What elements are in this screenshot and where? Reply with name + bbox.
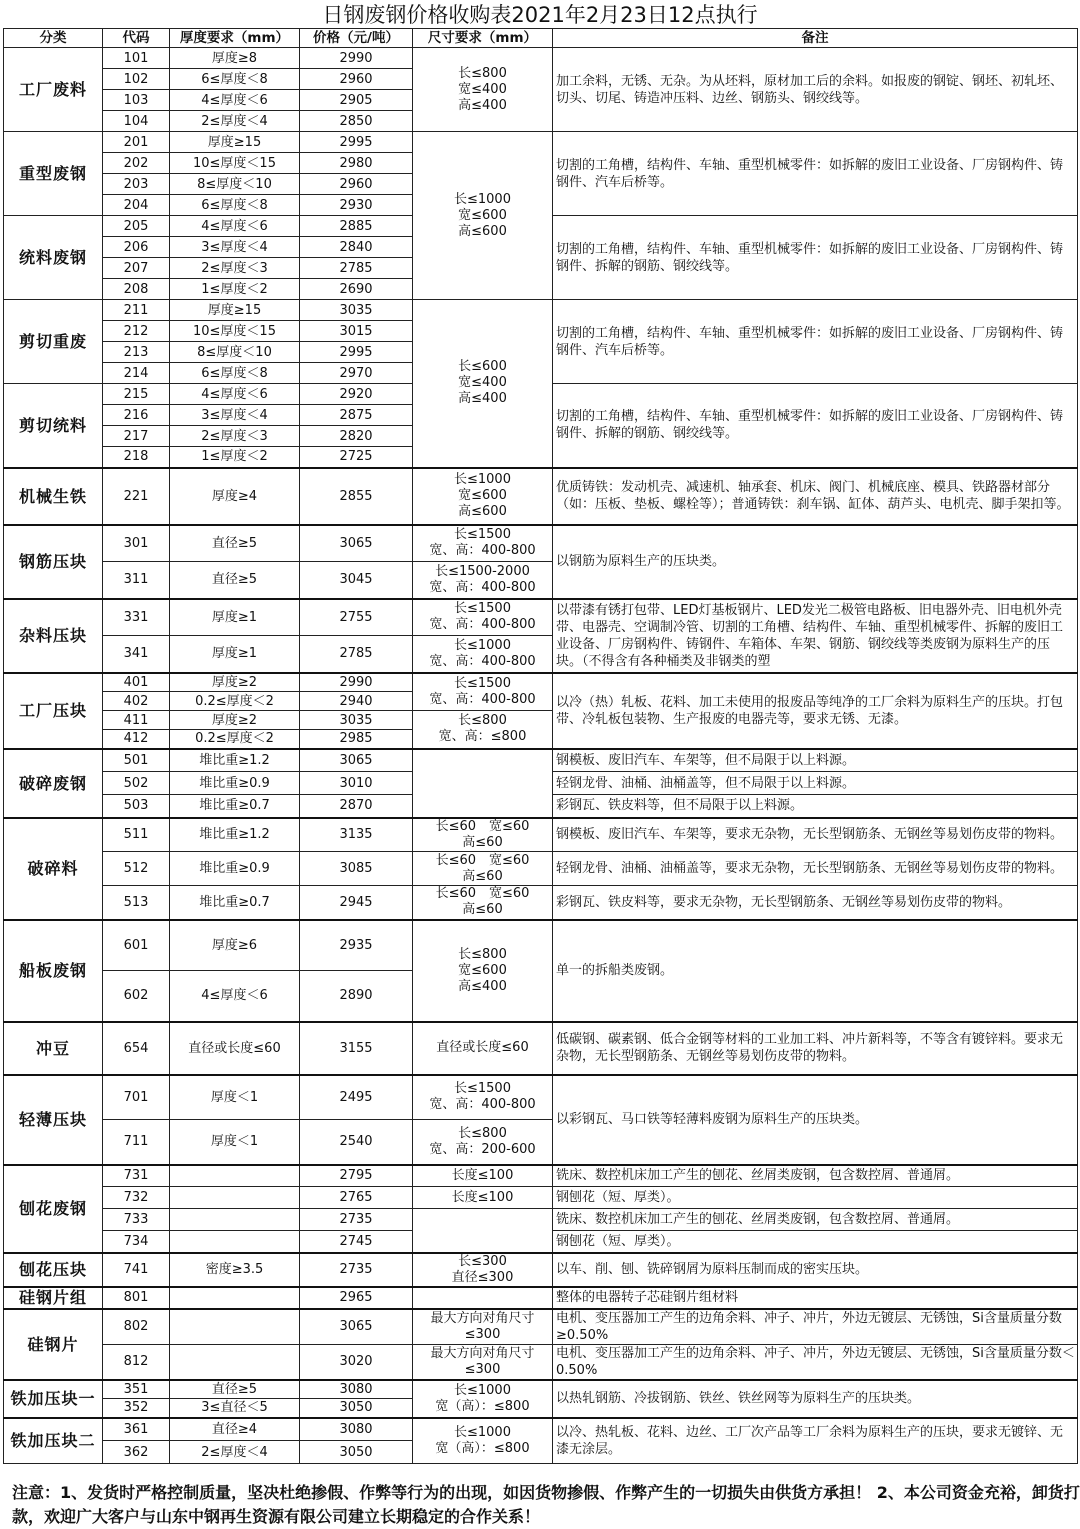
price-cell: 3050 <box>300 1441 413 1464</box>
table-body <box>4 48 1078 1464</box>
remark-cell: 以热轧钢筋、冷拔钢筋、铁丝、铁丝网等为原料生产的压块类。 <box>553 1380 1078 1418</box>
size-cell: 长≤1500 宽、高：400-800 <box>413 599 553 636</box>
thickness-cell: 1≤厚度＜2 <box>170 447 300 468</box>
size-cell: 长≤1000 宽、高：400-800 <box>413 636 553 673</box>
table-row <box>4 525 1078 562</box>
price-cell: 3065 <box>300 1309 413 1345</box>
thickness-cell: 0.2≤厚度＜2 <box>170 730 300 749</box>
table-row <box>4 818 1078 852</box>
category-cell: 工厂压块 <box>4 673 103 749</box>
thickness-cell: 直径≥5 <box>170 562 300 599</box>
table-row <box>4 920 1078 971</box>
thickness-cell: 6≤厚度＜8 <box>170 195 300 216</box>
code-cell: 331 <box>103 599 170 636</box>
code-cell: 511 <box>103 818 170 852</box>
price-cell: 3020 <box>300 1344 413 1380</box>
price-cell: 3080 <box>300 1380 413 1399</box>
code-cell: 207 <box>103 258 170 279</box>
header-row <box>4 29 1078 48</box>
remark-cell: 钢刨花（短、厚类）。 <box>553 1231 1078 1253</box>
price-cell: 2495 <box>300 1075 413 1120</box>
code-cell: 221 <box>103 468 170 525</box>
col-category-header: 分类 <box>4 29 103 48</box>
page-title: 日钢废钢价格收购表2021年2月23日12点执行 <box>322 3 758 27</box>
thickness-cell: 4≤厚度＜6 <box>170 971 300 1022</box>
price-cell: 3155 <box>300 1022 413 1075</box>
remark-cell: 以冷、热轧板、花料、边丝、工厂次产品等工厂余料为原料生产的压块，要求无镀锌、无漆无涂层。 <box>553 1418 1078 1464</box>
category-cell: 剪切统料 <box>4 384 103 468</box>
thickness-cell: 8≤厚度＜10 <box>170 174 300 195</box>
size-cell: 长≤1000 宽≤600 高≤600 <box>413 132 553 300</box>
table-row <box>4 673 1078 692</box>
price-cell: 2965 <box>300 1287 413 1309</box>
price-cell: 3050 <box>300 1399 413 1418</box>
thickness-cell <box>170 1231 300 1253</box>
size-cell <box>413 1287 553 1309</box>
code-cell: 812 <box>103 1344 170 1380</box>
thickness-cell: 厚度＜1 <box>170 1120 300 1165</box>
code-cell: 741 <box>103 1253 170 1287</box>
code-cell: 102 <box>103 69 170 90</box>
size-cell <box>413 1209 553 1253</box>
code-cell: 212 <box>103 321 170 342</box>
price-cell: 2940 <box>300 692 413 711</box>
code-cell: 734 <box>103 1231 170 1253</box>
price-cell: 2920 <box>300 384 413 405</box>
col-code-header: 代码 <box>103 29 170 48</box>
remark-cell: 优质铸铁：发动机壳、减速机、轴承套、机床、阀门、机械底座、模具、铁路器材部分（如：压板、垫板、螺栓等）；普通铸铁：刹车锅、缸体、葫芦头、电机壳、脚手架扣等。 <box>553 468 1078 525</box>
thickness-cell: 2≤厚度＜3 <box>170 426 300 447</box>
price-cell: 2690 <box>300 279 413 300</box>
remark-cell: 钢模板、废旧汽车、车架等，但不局限于以上料源。 <box>553 749 1078 772</box>
price-cell: 2755 <box>300 599 413 636</box>
thickness-cell: 8≤厚度＜10 <box>170 342 300 363</box>
size-cell: 长度≤100 <box>413 1165 553 1187</box>
thickness-cell: 厚度≥4 <box>170 468 300 525</box>
price-cell: 2735 <box>300 1253 413 1287</box>
thickness-cell: 3≤直径＜5 <box>170 1399 300 1418</box>
code-cell: 206 <box>103 237 170 258</box>
size-cell: 长≤800 宽≤600 高≤400 <box>413 920 553 1022</box>
size-cell: 长≤300 直径≤300 <box>413 1253 553 1287</box>
code-cell: 203 <box>103 174 170 195</box>
price-cell: 3015 <box>300 321 413 342</box>
table-row <box>4 599 1078 636</box>
remark-cell: 以车、削、刨、铣碎钢屑为原料压制而成的密实压块。 <box>553 1253 1078 1287</box>
remark-cell: 以彩钢瓦、马口铁等轻薄料废钢为原料生产的压块类。 <box>553 1075 1078 1165</box>
price-cell: 3065 <box>300 525 413 562</box>
thickness-cell: 堆比重≥0.7 <box>170 886 300 920</box>
category-cell: 统料废钢 <box>4 216 103 300</box>
remark-cell: 低碳钢、碳素钢、低合金钢等材料的工业加工料、冲片新料等，不等含有镀锌料。要求无杂物，无长型钢筋条、无钢丝等易划伤皮带的物料。 <box>553 1022 1078 1075</box>
code-cell: 311 <box>103 562 170 599</box>
remark-cell: 以冷（热）轧板、花料、加工未使用的报废品等纯净的工厂余料为原料生产的压块。打包带、冷轧板包装物、生产报废的电器壳等，要求无锈、无漆。 <box>553 673 1078 749</box>
thickness-cell: 厚度≥1 <box>170 636 300 673</box>
table-row <box>4 886 1078 920</box>
price-cell: 2960 <box>300 69 413 90</box>
size-cell: 长≤1000 宽≤600 高≤600 <box>413 468 553 525</box>
size-cell: 长≤1500 宽、高：400-800 <box>413 673 553 711</box>
code-cell: 211 <box>103 300 170 321</box>
size-cell: 长≤1500 宽、高：400-800 <box>413 525 553 562</box>
price-cell: 2850 <box>300 111 413 132</box>
price-cell: 3085 <box>300 852 413 886</box>
code-cell: 301 <box>103 525 170 562</box>
price-cell: 3065 <box>300 749 413 772</box>
price-cell: 3045 <box>300 562 413 599</box>
remark-cell: 电机、变压器加工产生的边角余料、冲子、冲片，外边无镀层、无锈蚀，Si含量质量分数＜0.50% <box>553 1344 1078 1380</box>
remark-cell: 彩钢瓦、铁皮料等，要求无杂物，无长型钢筋条、无钢丝等易划伤皮带的物料。 <box>553 886 1078 920</box>
price-cell: 2765 <box>300 1187 413 1209</box>
price-cell: 2540 <box>300 1120 413 1165</box>
remark-cell: 切割的工角槽，结构件、车轴、重型机械零件：如拆解的废旧工业设备、厂房钢构件、铸钢件、拆解的钢筋、钢绞线等。 <box>553 384 1078 468</box>
thickness-cell: 堆比重≥0.7 <box>170 795 300 818</box>
price-cell: 2820 <box>300 426 413 447</box>
table-row <box>4 1187 1078 1209</box>
code-cell: 213 <box>103 342 170 363</box>
code-cell: 216 <box>103 405 170 426</box>
thickness-cell <box>170 1165 300 1187</box>
thickness-cell: 厚度≥8 <box>170 48 300 69</box>
category-cell: 机械生铁 <box>4 468 103 525</box>
size-cell: 长≤1000 宽（高）：≤800 <box>413 1418 553 1464</box>
code-cell: 512 <box>103 852 170 886</box>
thickness-cell: 堆比重≥1.2 <box>170 818 300 852</box>
size-cell: 长≤60 宽≤60 高≤60 <box>413 886 553 920</box>
thickness-cell: 厚度≥15 <box>170 132 300 153</box>
thickness-cell: 10≤厚度＜15 <box>170 153 300 174</box>
code-cell: 501 <box>103 749 170 772</box>
remark-cell: 电机、变压器加工产生的边角余料、冲子、冲片，外边无镀层、无锈蚀，Si含量质量分数≥0.50% <box>553 1309 1078 1345</box>
size-cell: 长≤60 宽≤60 高≤60 <box>413 852 553 886</box>
thickness-cell: 10≤厚度＜15 <box>170 321 300 342</box>
category-cell: 钢筋压块 <box>4 525 103 599</box>
table-row <box>4 1344 1078 1380</box>
thickness-cell: 4≤厚度＜6 <box>170 384 300 405</box>
price-cell: 2785 <box>300 258 413 279</box>
price-cell: 2970 <box>300 363 413 384</box>
thickness-cell <box>170 1209 300 1231</box>
category-cell: 船板废钢 <box>4 920 103 1022</box>
remark-cell: 钢刨花（短、厚类）。 <box>553 1187 1078 1209</box>
category-cell: 杂料压块 <box>4 599 103 673</box>
price-cell: 2840 <box>300 237 413 258</box>
thickness-cell: 2≤厚度＜4 <box>170 1441 300 1464</box>
col-thickness-header: 厚度要求（mm） <box>170 29 300 48</box>
table-row <box>4 1418 1078 1441</box>
code-cell: 352 <box>103 1399 170 1418</box>
price-cell: 2855 <box>300 468 413 525</box>
col-price-header: 价格（元/吨） <box>300 29 413 48</box>
code-cell: 362 <box>103 1441 170 1464</box>
size-cell: 直径或长度≤60 <box>413 1022 553 1075</box>
thickness-cell: 厚度≥1 <box>170 599 300 636</box>
thickness-cell: 3≤厚度＜4 <box>170 237 300 258</box>
price-cell: 2985 <box>300 730 413 749</box>
category-cell: 铁加压块一 <box>4 1380 103 1418</box>
thickness-cell: 4≤厚度＜6 <box>170 90 300 111</box>
code-cell: 214 <box>103 363 170 384</box>
remark-cell: 切割的工角槽，结构件、车轴、重型机械零件：如拆解的废旧工业设备、厂房钢构件、铸钢件、拆解的钢筋、钢绞线等。 <box>553 216 1078 300</box>
code-cell: 201 <box>103 132 170 153</box>
code-cell: 701 <box>103 1075 170 1120</box>
code-cell: 205 <box>103 216 170 237</box>
category-cell: 破碎料 <box>4 818 103 920</box>
code-cell: 218 <box>103 447 170 468</box>
price-cell: 2990 <box>300 48 413 69</box>
code-cell: 208 <box>103 279 170 300</box>
code-cell: 502 <box>103 772 170 795</box>
thickness-cell: 厚度≥6 <box>170 920 300 971</box>
category-cell: 破碎废钢 <box>4 749 103 818</box>
price-cell: 2885 <box>300 216 413 237</box>
thickness-cell: 6≤厚度＜8 <box>170 363 300 384</box>
price-cell: 2905 <box>300 90 413 111</box>
remark-cell: 以钢筋为原料生产的压块类。 <box>553 525 1078 599</box>
code-cell: 215 <box>103 384 170 405</box>
thickness-cell: 密度≥3.5 <box>170 1253 300 1287</box>
price-cell: 2890 <box>300 971 413 1022</box>
price-cell: 2875 <box>300 405 413 426</box>
size-cell: 长≤800 宽≤400 高≤400 <box>413 48 553 132</box>
notice-text: 注意：1、发货时严格控制质量，坚决杜绝掺假、作弊等行为的出现，如因货物掺假、作弊产生的一切损失由供货方承担！ 2、本公司资金充裕，卸货打款，欢迎广大客户与山东中钢再生资源有限公司建立长期稳定的合作关系！ <box>12 1483 1080 1526</box>
thickness-cell: 0.2≤厚度＜2 <box>170 692 300 711</box>
table-row <box>4 1309 1078 1345</box>
table-row <box>4 48 1078 69</box>
remark-cell: 切割的工角槽，结构件、车轴、重型机械零件：如拆解的废旧工业设备、厂房钢构件、铸钢件、汽车后桥等。 <box>553 132 1078 216</box>
code-cell: 711 <box>103 1120 170 1165</box>
size-cell: 最大方向对角尺寸 ≤300 <box>413 1309 553 1345</box>
code-cell: 101 <box>103 48 170 69</box>
table-row <box>4 852 1078 886</box>
thickness-cell: 厚度＜1 <box>170 1075 300 1120</box>
price-cell: 2960 <box>300 174 413 195</box>
table-row <box>4 749 1078 772</box>
table-row <box>4 1075 1078 1120</box>
price-cell: 2795 <box>300 1165 413 1187</box>
thickness-cell <box>170 1287 300 1309</box>
category-cell: 重型废钢 <box>4 132 103 216</box>
category-cell: 刨花压块 <box>4 1253 103 1287</box>
remark-cell: 以带漆有锈打包带、LED灯基板钢片、LED发光二极管电路板、旧电器外壳、旧电机外壳带、电器壳、空调制冷管、切割的工角槽、结构件、车轴、重型机械零件、拆解的废旧工业设备、厂房钢构件、铸钢件、车箱体、车架、钢筋、钢绞线等类废钢为原料生产的压块。（不得含有各种桶类及非钢类的塑 <box>553 599 1078 673</box>
thickness-cell: 2≤厚度＜4 <box>170 111 300 132</box>
code-cell: 103 <box>103 90 170 111</box>
price-cell: 2995 <box>300 342 413 363</box>
thickness-cell: 堆比重≥0.9 <box>170 852 300 886</box>
price-table <box>3 28 1078 1464</box>
remark-cell: 单一的拆船类废钢。 <box>553 920 1078 1022</box>
price-cell: 3135 <box>300 818 413 852</box>
size-cell: 长度≤100 <box>413 1187 553 1209</box>
code-cell: 601 <box>103 920 170 971</box>
table-row <box>4 132 1078 153</box>
thickness-cell: 6≤厚度＜8 <box>170 69 300 90</box>
remark-cell: 铣床、数控机床加工产生的刨花、丝屑类废钢，包含数控屑、普通屑。 <box>553 1165 1078 1187</box>
code-cell: 351 <box>103 1380 170 1399</box>
thickness-cell: 厚度≥2 <box>170 673 300 692</box>
price-cell: 2785 <box>300 636 413 673</box>
category-cell: 硅钢片 <box>4 1309 103 1380</box>
remark-cell: 铣床、数控机床加工产生的刨花、丝屑类废钢，包含数控屑、普通屑。 <box>553 1209 1078 1231</box>
remark-cell: 整体的电器转子芯硅钢片组材料 <box>553 1287 1078 1309</box>
price-cell: 3035 <box>300 711 413 730</box>
size-cell: 长≤1500-2000 宽、高：400-800 <box>413 562 553 599</box>
code-cell: 411 <box>103 711 170 730</box>
code-cell: 104 <box>103 111 170 132</box>
thickness-cell: 1≤厚度＜2 <box>170 279 300 300</box>
category-cell: 刨花废钢 <box>4 1165 103 1253</box>
code-cell: 802 <box>103 1309 170 1345</box>
price-cell: 3080 <box>300 1418 413 1441</box>
col-remark-header: 备注 <box>553 29 1078 48</box>
table-row <box>4 1380 1078 1399</box>
price-cell: 2990 <box>300 673 413 692</box>
price-cell: 2930 <box>300 195 413 216</box>
code-cell: 654 <box>103 1022 170 1075</box>
code-cell: 732 <box>103 1187 170 1209</box>
price-cell: 2725 <box>300 447 413 468</box>
thickness-cell: 厚度≥2 <box>170 711 300 730</box>
price-cell: 3010 <box>300 772 413 795</box>
category-cell: 剪切重废 <box>4 300 103 384</box>
table-row <box>4 1209 1078 1231</box>
table-row <box>4 1287 1078 1309</box>
thickness-cell: 堆比重≥0.9 <box>170 772 300 795</box>
category-cell: 铁加压块二 <box>4 1418 103 1464</box>
size-cell <box>413 749 553 818</box>
thickness-cell: 2≤厚度＜3 <box>170 258 300 279</box>
code-cell: 401 <box>103 673 170 692</box>
thickness-cell: 直径≥5 <box>170 1380 300 1399</box>
thickness-cell: 直径≥4 <box>170 1418 300 1441</box>
thickness-cell: 4≤厚度＜6 <box>170 216 300 237</box>
price-cell: 2745 <box>300 1231 413 1253</box>
size-cell: 长≤1000 宽（高）：≤800 <box>413 1380 553 1418</box>
table-row <box>4 1022 1078 1075</box>
size-cell: 长≤800 宽、高：≤800 <box>413 711 553 749</box>
price-cell: 2935 <box>300 920 413 971</box>
size-cell: 长≤800 宽、高：200-600 <box>413 1120 553 1165</box>
thickness-cell <box>170 1187 300 1209</box>
price-cell: 2995 <box>300 132 413 153</box>
thickness-cell: 3≤厚度＜4 <box>170 405 300 426</box>
size-cell: 长≤60 宽≤60 高≤60 <box>413 818 553 852</box>
thickness-cell <box>170 1309 300 1345</box>
code-cell: 412 <box>103 730 170 749</box>
code-cell: 204 <box>103 195 170 216</box>
remark-cell: 轻钢龙骨、油桶、油桶盖等，要求无杂物，无长型钢筋条、无钢丝等易划伤皮带的物料。 <box>553 852 1078 886</box>
size-cell: 长≤1500 宽、高：400-800 <box>413 1075 553 1120</box>
table-row <box>4 300 1078 321</box>
price-cell: 2870 <box>300 795 413 818</box>
code-cell: 361 <box>103 1418 170 1441</box>
thickness-cell: 厚度≥15 <box>170 300 300 321</box>
col-size-header: 尺寸要求（mm） <box>413 29 553 48</box>
size-cell: 长≤600 宽≤400 高≤400 <box>413 300 553 468</box>
remark-cell: 切割的工角槽，结构件、车轴、重型机械零件：如拆解的废旧工业设备、厂房钢构件、铸钢件、汽车后桥等。 <box>553 300 1078 384</box>
code-cell: 733 <box>103 1209 170 1231</box>
code-cell: 217 <box>103 426 170 447</box>
category-cell: 硅钢片组 <box>4 1287 103 1309</box>
price-cell: 2980 <box>300 153 413 174</box>
price-cell: 2945 <box>300 886 413 920</box>
remark-cell: 轻钢龙骨、油桶、油桶盖等，但不局限于以上料源。 <box>553 772 1078 795</box>
code-cell: 402 <box>103 692 170 711</box>
table-row <box>4 468 1078 525</box>
code-cell: 602 <box>103 971 170 1022</box>
thickness-cell: 直径≥5 <box>170 525 300 562</box>
category-cell: 冲豆 <box>4 1022 103 1075</box>
category-cell: 工厂废料 <box>4 48 103 132</box>
remark-cell: 加工余料，无锈、无杂。为从坯料，原材加工后的余料。如报废的钢锭、钢坯、初轧坯、切头、切尾、铸造冲压料、边丝、钢筋头、钢绞线等。 <box>553 48 1078 132</box>
code-cell: 202 <box>103 153 170 174</box>
price-cell: 3035 <box>300 300 413 321</box>
code-cell: 503 <box>103 795 170 818</box>
thickness-cell <box>170 1344 300 1380</box>
category-cell: 轻薄压块 <box>4 1075 103 1165</box>
code-cell: 801 <box>103 1287 170 1309</box>
code-cell: 513 <box>103 886 170 920</box>
thickness-cell: 堆比重≥1.2 <box>170 749 300 772</box>
remark-cell: 钢模板、废旧汽车、车架等，要求无杂物，无长型钢筋条、无钢丝等易划伤皮带的物料。 <box>553 818 1078 852</box>
thickness-cell: 直径或长度≤60 <box>170 1022 300 1075</box>
price-cell: 2735 <box>300 1209 413 1231</box>
table-row <box>4 1253 1078 1287</box>
code-cell: 341 <box>103 636 170 673</box>
size-cell: 最大方向对角尺寸 ≤300 <box>413 1344 553 1380</box>
table-row <box>4 1165 1078 1187</box>
remark-cell: 彩钢瓦、铁皮料等，但不局限于以上料源。 <box>553 795 1078 818</box>
code-cell: 731 <box>103 1165 170 1187</box>
